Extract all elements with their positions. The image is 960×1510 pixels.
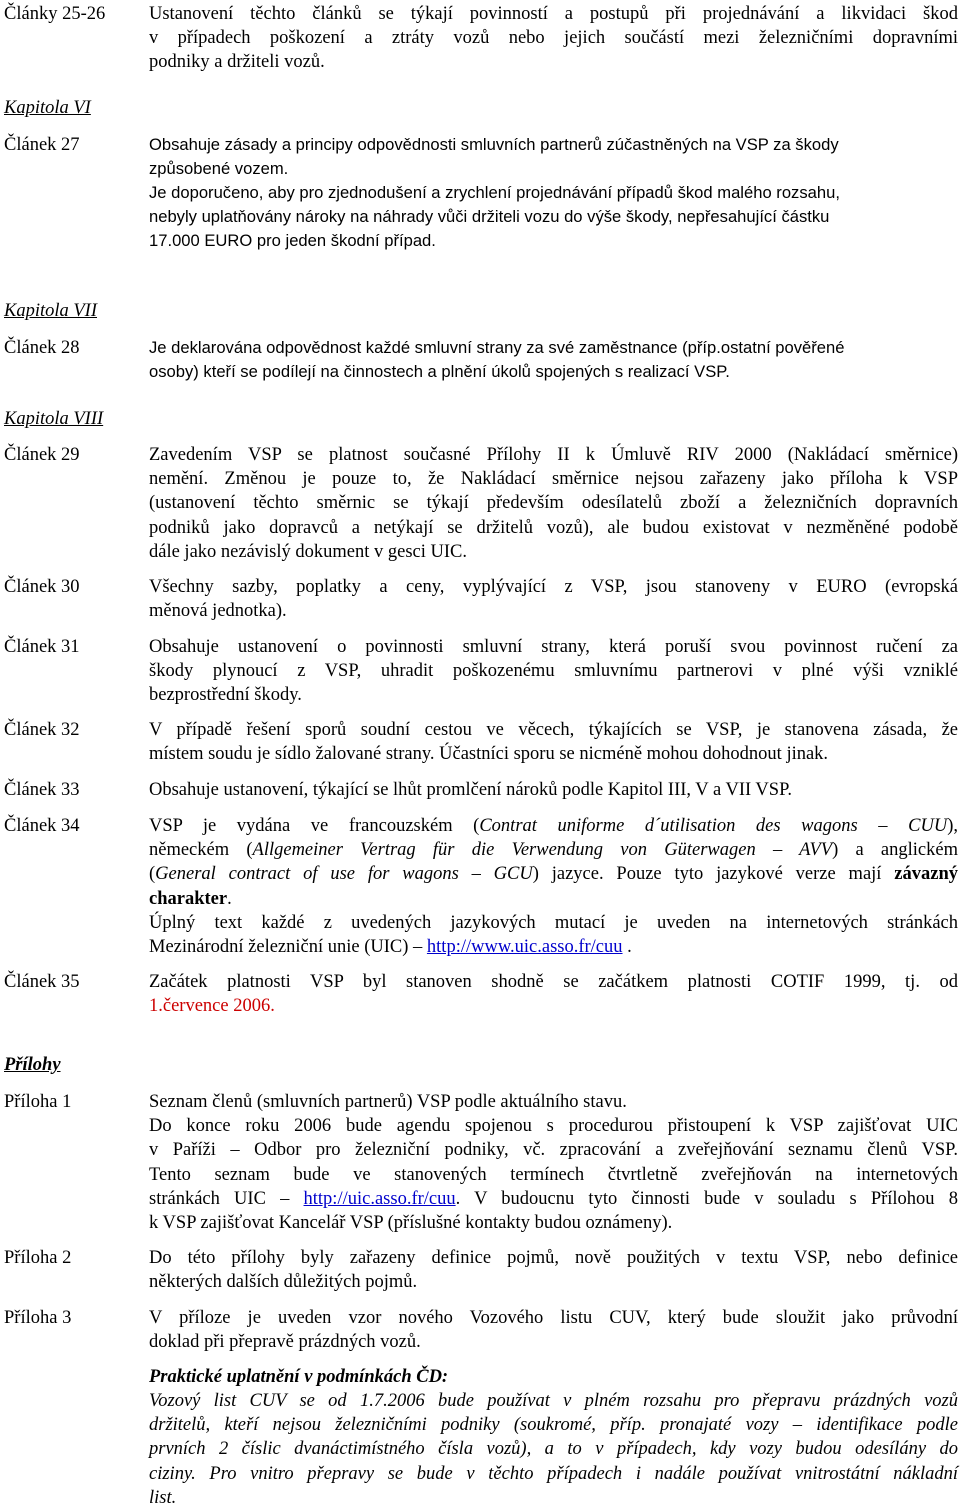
chapter-heading-8: Kapitola VIII <box>4 409 104 429</box>
text-line: Vozový list CUV se od 1.7.2006 bude používat v plném rozsahu pro přepravu prázdných vozů <box>149 1391 958 1411</box>
text-line: Seznam členů (smluvních partnerů) VSP podle aktuálního stavu. <box>149 1092 627 1112</box>
text-line: Je doporučeno, aby pro zjednodušení a zrychlení projednávání případů škod malého rozsahu, <box>149 183 840 202</box>
article-label-27: Článek 27 <box>4 135 80 155</box>
article-text-29 <box>149 443 958 564</box>
article-label-33: Článek 33 <box>4 780 80 800</box>
text-line: prvních 2 číslic dvanáctimístného čísla vozů), a to v případech, kdy vozy budou odesílány do <box>149 1439 958 1460</box>
article-text-32 <box>149 718 958 766</box>
article-label-32: Článek 32 <box>4 720 80 740</box>
chapter-heading-7: Kapitola VII <box>4 301 98 321</box>
text-line: VSP je vydána ve francouzském (Contrat uniforme d´utilisation des wagons – CUU), <box>149 816 958 836</box>
text-line: Do této přílohy byly zařazeny definice pojmů, nově použitých v textu VSP, nebo definice <box>149 1248 958 1268</box>
text-line: 17.000 EURO pro jeden škodní případ. <box>149 231 436 250</box>
text-line: podniky a držiteli vozů. <box>149 52 325 73</box>
article-text-30 <box>149 575 958 623</box>
article-label-28: Článek 28 <box>4 338 80 358</box>
article-text-31 <box>149 635 958 708</box>
text-line: 1.července 2006. <box>149 996 275 1017</box>
text-line: (ustanovení těchto směrnic se týkají především odesílatelů zboží a železničních dopravních <box>149 493 958 514</box>
text-line: škody plynoucí z VSP, uhradit poškozenému smluvnímu partnerovi v plné výši vzniklé <box>149 661 958 682</box>
text-line: Ustanovení těchto článků se týkají povinností a postupů při projednávání a likvidaci škod <box>149 4 958 24</box>
text-line: německém (Allgemeiner Vertrag für die Verwendung von Güterwagen – AVV) a anglickém <box>149 840 958 861</box>
text-line: bezprostřední škody. <box>149 685 302 706</box>
text-line: v Paříži – Odbor pro železniční podniky, vč. zpracování a zveřejňování seznamu členů VSP. <box>149 1140 958 1161</box>
title-en: General contract of use for wagons – GCU <box>155 864 533 885</box>
text-line: Do konce roku 2006 bude agendu spojenou s procedurou přistoupení k VSP zajišťovat UIC <box>149 1116 958 1137</box>
article-text-35 <box>149 970 958 1018</box>
text-line: místem soudu je sídlo žalované strany. Účastníci sporu se nicméně mohou dohodnout jinak. <box>149 744 829 765</box>
text-line: měnová jednotka). <box>149 601 287 622</box>
practical-note-heading: Praktické uplatnění v podmínkách ČD: <box>149 1367 449 1387</box>
annex-label-3: Příloha 3 <box>4 1308 72 1328</box>
annex-label-1: Příloha 1 <box>4 1092 72 1112</box>
article-label-34: Článek 34 <box>4 816 80 836</box>
text-line: Zavedením VSP se platnost současné Přílohy II k Úmluvě RIV 2000 (Nakládací směrnice) <box>149 445 958 465</box>
article-label-35: Článek 35 <box>4 972 80 992</box>
text-line: list. <box>149 1487 177 1508</box>
text-line: některých dalších důležitých pojmů. <box>149 1272 418 1293</box>
text-line: ciziny. Pro vnitro přepravy se bude v těchto případech i nadále používat vnitrostátní nákladní <box>149 1463 958 1484</box>
effective-date: 1.července 2006 <box>149 996 271 1017</box>
text-line: V případě řešení sporů soudní cestou ve věcech, týkajících se VSP, je stanovena zásada, že <box>149 720 958 740</box>
article-text-33 <box>149 778 958 802</box>
text-line: nebyly uplatňovány nároky na náhrady vůči držiteli vozu do výše škody, nepřesahující částku <box>149 207 830 226</box>
annex-text-1 <box>149 1090 958 1235</box>
title-de: Allgemeiner Vertrag für die Verwendung von Güterwagen – AVV <box>252 840 833 861</box>
article-text-27 <box>149 133 958 253</box>
text-line: Úplný text každé z uvedených jazykových mutací je uveden na internetových stránkách <box>149 912 958 933</box>
text-line: doklad při přepravě prázdných vozů. <box>149 1332 421 1353</box>
article-label-25-26: Články 25-26 <box>4 4 106 24</box>
text-line: V příloze je uveden vzor nového Vozového listu CUV, který bude sloužit jako průvodní <box>149 1308 958 1328</box>
title-fr: Contrat uniforme d´utilisation des wagons – CUU <box>479 816 948 836</box>
uic-link[interactable]: http://uic.asso.fr/cuu <box>303 1188 456 1209</box>
annex-text-2 <box>149 1246 958 1294</box>
chapter-heading-6: Kapitola VI <box>4 98 91 118</box>
text-line: osoby) kteří se podílejí na činnostech a plnění úkolů spojených s realizací VSP. <box>149 362 730 381</box>
text-line: Začátek platnosti VSP byl stanoven shodně se začátkem platnosti COTIF 1999, tj. od <box>149 972 958 992</box>
text-line: držitelů, kteří nejsou železničními podniky (soukromé, příp. pronajaté vozy – identifikace podle <box>149 1415 958 1436</box>
text-line: Obsahuje zásady a principy odpovědnosti smluvních partnerů zúčastněných na VSP za škody <box>149 135 839 154</box>
text-line: charakter. <box>149 888 232 909</box>
text-line: k VSP zajišťovat Kancelář VSP (příslušné kontakty budou oznámeny). <box>149 1213 673 1234</box>
text-line: podniků jako dopravců a netýkají se držitelů vozů), ale budou existovat v nezměněné podobě <box>149 517 958 538</box>
text-line: nemění. Změnou je pouze to, že Nakládací směrnice nejsou zařazeny jako příloha k VSP <box>149 469 958 490</box>
uic-cuu-link[interactable]: http://www.uic.asso.fr/cuu <box>426 937 623 958</box>
text-line: Mezinárodní železniční unie (UIC) – http://www.uic.asso.fr/cuu . <box>149 937 632 958</box>
text-line: Obsahuje ustanovení, týkající se lhůt promlčení nároků podle Kapitol III, V a VII VSP. <box>149 780 792 800</box>
text-line: dále jako nezávislý dokument v gesci UIC. <box>149 541 468 562</box>
text-line: způsobené vozem. <box>149 159 289 178</box>
article-label-30: Článek 30 <box>4 577 80 597</box>
text-line: Je deklarována odpovědnost každé smluvní strany za své zaměstnance (příp.ostatní pověřené <box>149 338 845 357</box>
article-text-34 <box>149 814 958 959</box>
emphasis-character: charakter <box>149 888 228 909</box>
article-label-31: Článek 31 <box>4 637 80 657</box>
text-line: Tento seznam bude ve stanovených termínech čtvrtletně zveřejňován na internetových <box>149 1164 958 1185</box>
text-line: stránkách UIC – http://uic.asso.fr/cuu. V budoucnu tyto činnosti bude v souladu s Přílohou 8 <box>149 1188 958 1209</box>
text-line: Obsahuje ustanovení o povinnosti smluvní strany, která poruší svou povinnost ručení za <box>149 637 958 657</box>
annex-label-2: Příloha 2 <box>4 1248 72 1268</box>
article-text-28 <box>149 336 958 384</box>
text-line: v případech poškození a ztráty vozů nebo jejich součástí mezi železničními dopravními <box>149 28 958 49</box>
practical-note-text <box>149 1389 958 1510</box>
article-text-25-26 <box>149 2 958 75</box>
text-line: (General contract of use for wagons – GCU) jazyce. Pouze tyto jazykové verze mají závazný <box>149 864 958 885</box>
article-label-29: Článek 29 <box>4 445 80 465</box>
annexes-heading: Přílohy <box>4 1055 61 1075</box>
annex-text-3 <box>149 1306 958 1354</box>
text-line: Všechny sazby, poplatky a ceny, vyplývající z VSP, jsou stanoveny v EURO (evropská <box>149 577 958 597</box>
emphasis-binding: závazný <box>894 864 958 885</box>
